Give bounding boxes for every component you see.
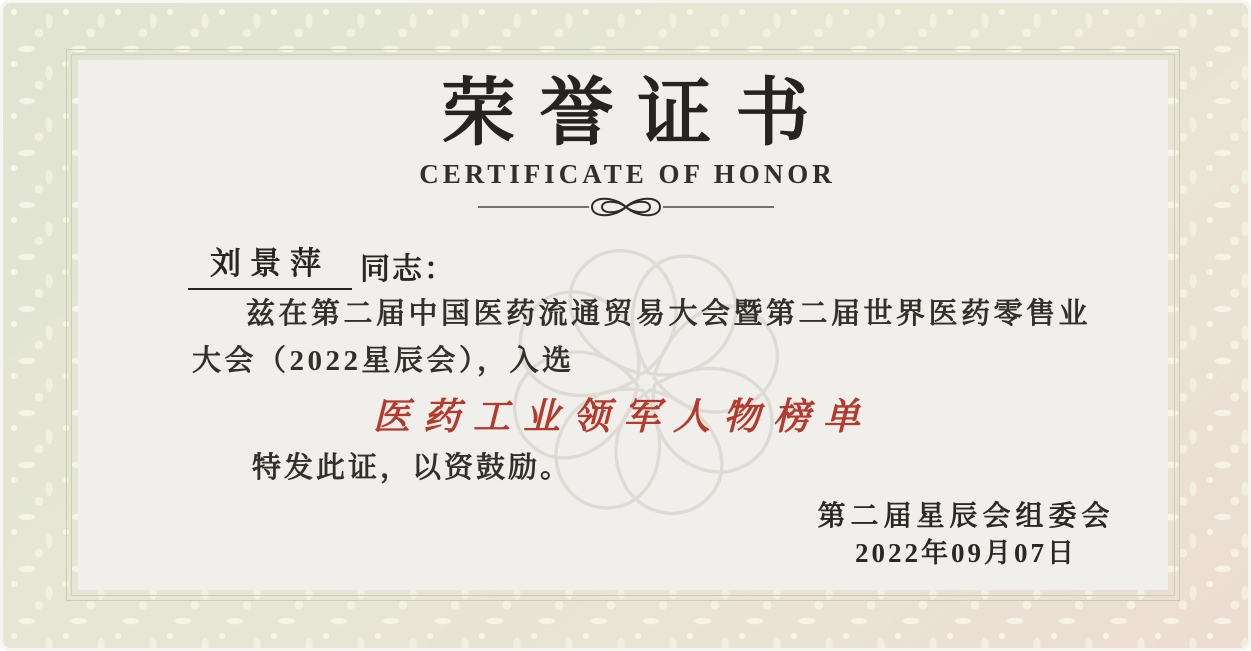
issue-date: 2022年09月07日 <box>855 538 1077 568</box>
body-text-line-1: 兹在第二届中国医药流通贸易大会暨第二届世界医药零售业 <box>246 298 1092 330</box>
recipient-row <box>188 238 456 290</box>
certificate-title: 荣誉证书 <box>441 73 834 155</box>
knot-divider-icon <box>476 192 776 222</box>
salutation-label: 同志： <box>360 253 456 286</box>
closing-text: 特发此证，以资鼓励。 <box>252 452 573 484</box>
body-text-line-2: 大会（2022星辰会），入选 <box>192 345 575 377</box>
issuer-signature: 第二届星辰会组委会 <box>817 501 1115 532</box>
award-title: 医药工业领军人物榜单 <box>373 397 873 438</box>
recipient-name-underline <box>188 238 352 290</box>
recipient-name: 刘景萍 <box>210 246 330 281</box>
certificate-subtitle: CERTIFICATE OF HONOR <box>419 159 836 189</box>
